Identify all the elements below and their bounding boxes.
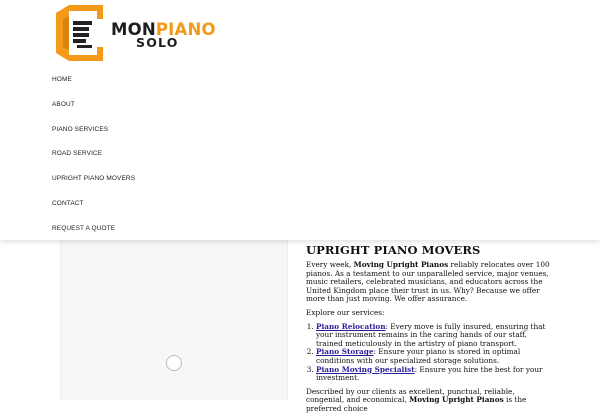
nav-item-request-a-quote[interactable]: REQUEST A QUOTE [52, 224, 116, 232]
nav-item-road-service[interactable]: ROAD SERVICE [52, 150, 103, 158]
piano-relocation-link[interactable]: Piano Relocation [316, 321, 386, 331]
list-item: 3. Piano Moving Specialist: Ensure you hire the best for your investment. [316, 366, 550, 383]
nav-item-home[interactable]: HOME [52, 76, 72, 83]
monpiano-logo-icon [53, 3, 105, 63]
piano-moving-specialist-link[interactable]: Piano Moving Specialist [316, 364, 415, 374]
logo-wordmark: MONPIANO [111, 20, 216, 39]
nav-item-piano-services[interactable]: PIANO SERVICES [52, 125, 109, 133]
list-item: 1. Piano Relocation: Every move is fully insured, ensuring that your instrument remains in the caring hands of our staff, trained meticulously in the artistry of piano transport. [316, 323, 550, 349]
brand-name: Moving Upright Pianos [409, 395, 504, 405]
logo-wordmark-line2: SOLO [136, 35, 179, 50]
main-nav [52, 70, 135, 244]
intro-paragraph: Every week, Moving Upright Pianos reliably relocates over 100 pianos. As a testament to our unparalleled service, major venues, music retailers, celebrated musicians, and educators across the United Kingdom place their trust in us. Why? Because we offer more than just moving. We offer assurance. [306, 260, 550, 304]
page-title: UPRIGHT PIANO MOVERS [306, 243, 481, 257]
article-content [306, 243, 550, 419]
services-list [306, 323, 550, 383]
services-intro: Explore our services: [306, 307, 385, 317]
brand-name: Moving Upright Pianos [353, 260, 449, 269]
closing-paragraph: Described by our clients as excellent, punctual, reliable, congenial, and economical, Moving Upright Pianos is the preferred choice [306, 386, 527, 413]
loading-spinner-icon [166, 355, 182, 371]
site-logo[interactable] [53, 3, 216, 63]
list-item: 2. Piano Storage: Ensure your piano is stored in optimal conditions with our specialized storage solutions. [316, 348, 550, 365]
media-placeholder [60, 240, 288, 400]
nav-item-contact[interactable]: CONTACT [52, 199, 84, 207]
piano-storage-link[interactable]: Piano Storage [316, 347, 374, 357]
nav-item-upright-piano-movers[interactable]: UPRIGHT PIANO MOVERS [52, 175, 136, 183]
nav-item-about[interactable]: ABOUT [52, 100, 75, 108]
